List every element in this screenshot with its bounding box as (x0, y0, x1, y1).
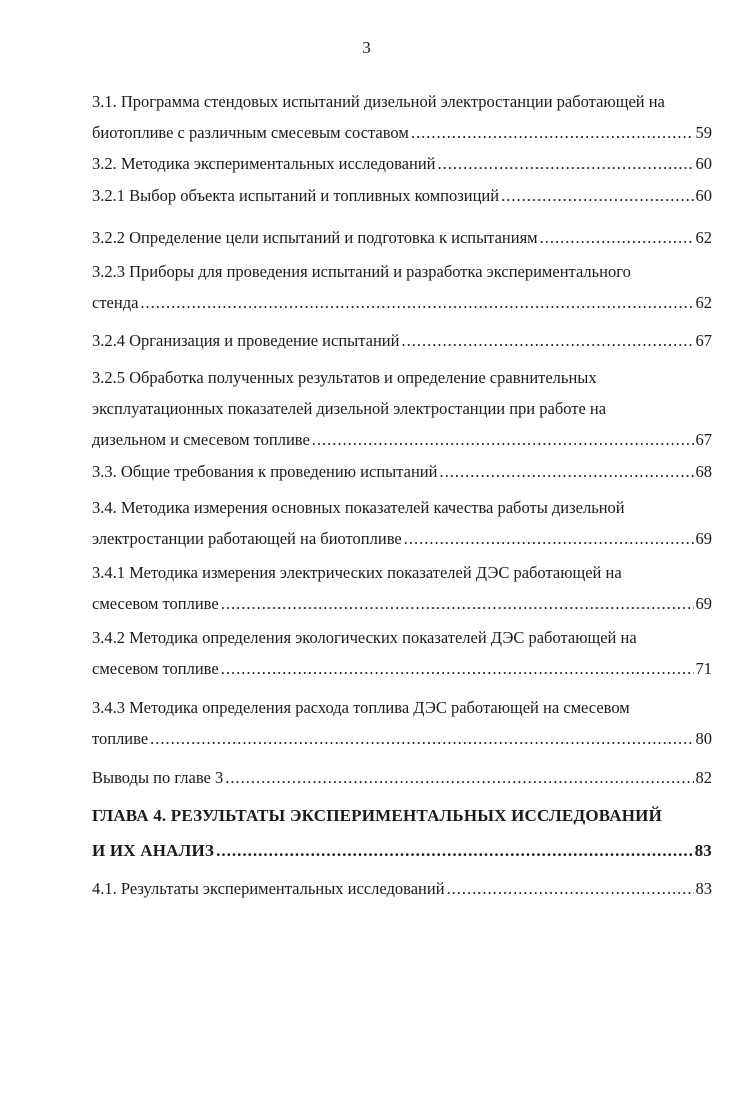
toc-page-number: 69 (695, 594, 712, 613)
toc-entry (92, 325, 712, 356)
dot-leader (501, 180, 693, 211)
dot-leader (221, 653, 694, 684)
toc-entry-title: эксплуатационных показателей дизельной электростанции при работе на (92, 399, 607, 418)
toc-entry-line (92, 492, 712, 523)
dot-leader (221, 588, 694, 619)
toc-entry-title: 3.2.5 Обработка полученных результатов и определение сравнительных (92, 368, 597, 387)
dot-leader (312, 424, 694, 455)
toc-entry-line (92, 588, 712, 619)
toc-page-number: 82 (695, 768, 712, 787)
toc-page-number: 60 (695, 154, 712, 173)
toc-entry-title: 3.4. Методика измерения основных показателей качества работы дизельной (92, 498, 625, 517)
toc-entry (92, 873, 712, 904)
dot-leader (401, 325, 693, 356)
toc-page-number: 62 (695, 228, 712, 247)
toc-entry-line (92, 557, 712, 588)
dot-leader (540, 222, 694, 253)
toc-entry (92, 557, 712, 619)
dot-leader (216, 833, 693, 868)
toc-entry-line (92, 873, 712, 904)
toc-entry-title: 3.2.4 Организация и проведение испытаний (92, 331, 400, 350)
toc-entry-title: топливе (92, 729, 149, 748)
toc-entry-line (92, 86, 712, 117)
toc-entry-line (92, 393, 712, 424)
toc-entry-title: дизельном и смесевом топливе (92, 430, 310, 449)
page-number: 3 (362, 38, 371, 57)
toc-entry-line (92, 723, 712, 754)
toc-entry-title: 3.4.3 Методика определения расхода топлива ДЭС работающей на смесевом (92, 698, 630, 717)
dot-leader (225, 762, 693, 793)
toc-entry-title: 3.1. Программа стендовых испытаний дизельной электростанции работающей на (92, 92, 665, 111)
toc-entry-line (92, 117, 712, 148)
toc-page-number: 59 (695, 123, 712, 142)
toc-page-number: 68 (695, 462, 712, 481)
toc-entry-title: 3.4.1 Методика измерения электрических показателей ДЭС работающей на (92, 563, 622, 582)
toc-entry-line (92, 148, 712, 179)
toc-entry-title: Выводы по главе 3 (92, 768, 224, 787)
toc-entry-line (92, 222, 712, 253)
toc-page-number: 71 (695, 659, 712, 678)
toc-entry (92, 692, 712, 754)
toc-entry-line (92, 523, 712, 554)
toc-chapter-heading (92, 798, 712, 868)
toc-page-number: 60 (695, 186, 712, 205)
toc-page-number: 67 (695, 430, 712, 449)
toc-entry-line (92, 622, 712, 653)
dot-leader (437, 148, 693, 179)
toc-entry-line (92, 653, 712, 684)
toc-entry-title: стенда (92, 293, 139, 312)
toc-entry (92, 622, 712, 684)
toc-entry-line (92, 798, 712, 833)
toc-page-number: 83 (695, 879, 712, 898)
toc-page-number: 67 (695, 331, 712, 350)
toc-page-number: 62 (695, 293, 712, 312)
toc-entry-line (92, 362, 712, 393)
toc-entry-line (92, 180, 712, 211)
toc-entry-title: смесевом топливе (92, 659, 219, 678)
toc-entry-line (92, 762, 712, 793)
toc-entry (92, 492, 712, 554)
toc-entry-title: 3.2.1 Выбор объекта испытаний и топливных композиций (92, 186, 500, 205)
toc-entry-title: 3.2.2 Определение цели испытаний и подготовка к испытаниям (92, 228, 538, 247)
toc-entry (92, 256, 712, 318)
toc-entry (92, 456, 712, 487)
toc-entry-title: 3.2.3 Приборы для проведения испытаний и разработка экспериментального (92, 262, 631, 281)
toc-entry-title: 4.1. Результаты экспериментальных исследований (92, 879, 445, 898)
toc-entry-title: 3.3. Общие требования к проведению испытаний (92, 462, 438, 481)
toc-entry-title: И ИХ АНАЛИЗ (92, 841, 215, 860)
toc-entry-line (92, 424, 712, 455)
toc-page-number: 80 (695, 729, 712, 748)
toc-page-number: 83 (694, 841, 712, 860)
toc-entry-line (92, 456, 712, 487)
toc-entry (92, 222, 712, 253)
toc-entry-title: смесевом топливе (92, 594, 219, 613)
toc-entry-title: 3.4.2 Методика определения экологических показателей ДЭС работающей на (92, 628, 637, 647)
toc-entry-title: ГЛАВА 4. РЕЗУЛЬТАТЫ ЭКСПЕРИМЕНТАЛЬНЫХ ИССЛЕДОВАНИЙ (92, 806, 662, 825)
dot-leader (411, 117, 694, 148)
dot-leader (140, 287, 693, 318)
toc-entry (92, 762, 712, 793)
toc-page-number: 69 (695, 529, 712, 548)
toc-entry-line (92, 692, 712, 723)
toc-entry-title: 3.2. Методика экспериментальных исследований (92, 154, 436, 173)
toc-entry-line (92, 287, 712, 318)
dot-leader (150, 723, 693, 754)
dot-leader (439, 456, 693, 487)
toc-entry (92, 148, 712, 179)
toc-entry (92, 180, 712, 211)
toc-entry (92, 86, 712, 148)
toc-entry-title: электростанции работающей на биотопливе (92, 529, 402, 548)
toc-entry-title: биотопливе с различным смесевым составом (92, 123, 409, 142)
toc-entry-line (92, 325, 712, 356)
toc-entry-line (92, 833, 712, 868)
dot-leader (404, 523, 694, 554)
dot-leader (447, 873, 694, 904)
toc-entry (92, 362, 712, 455)
toc-entry-line (92, 256, 712, 287)
